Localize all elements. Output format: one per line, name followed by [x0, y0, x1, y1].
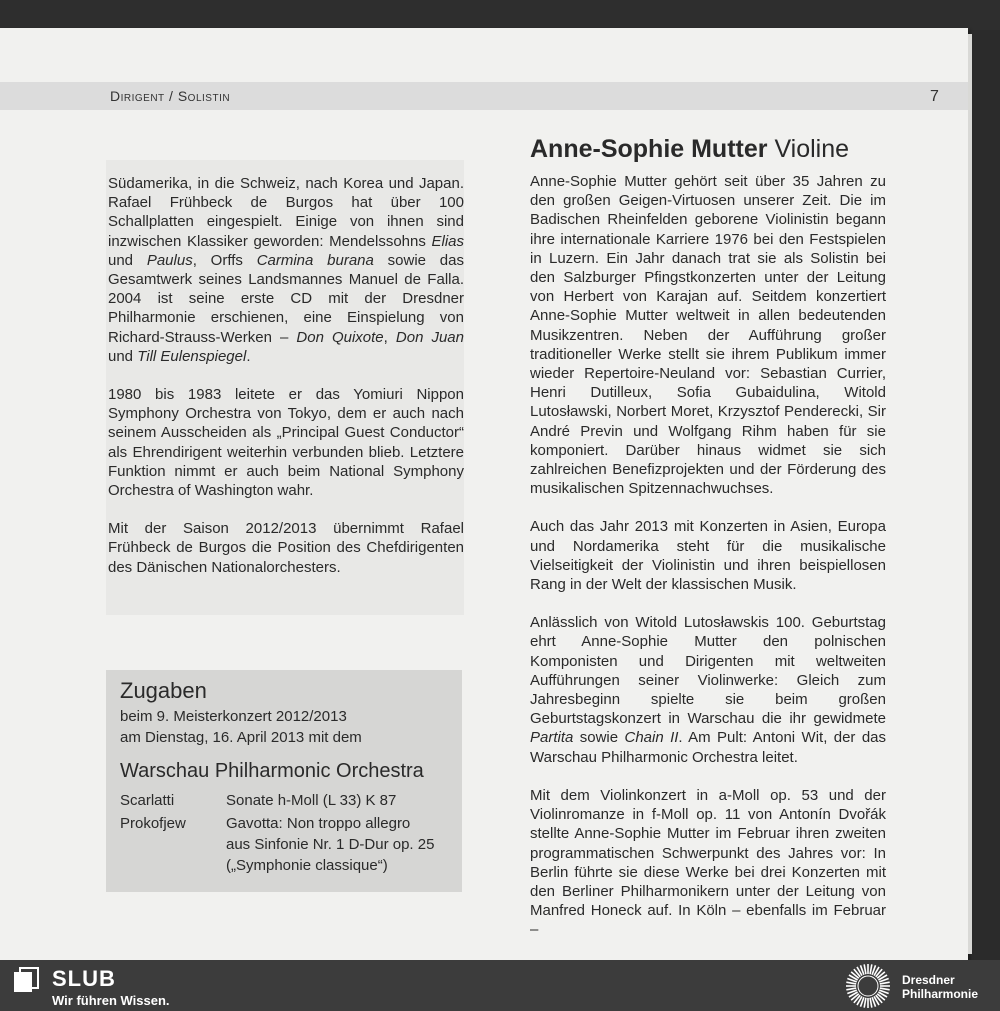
right-paragraphs: [530, 172, 886, 940]
left-paragraph: Südamerika, in die Schweiz, nach Korea und Japan. Rafael Frühbeck de Burgos hat über 100 Schallplatten eingespielt. Einige von ihnen sind inzwischen Klassiker geworden: Mendelssohns Elias und Paulus, Orffs Carmina burana sowie das Gesamtwerk seines Landsmannes Manuel de Falla. 2004 ist seine erste CD mit der Dresdner Philharmonie erschienen, eine Einspielung von Richard-Strauss-Werken – Don Quixote, Don Juan und Till Eulenspiegel.: [108, 175, 464, 365]
partner-name-line1: Dresdner: [902, 973, 955, 987]
program-row: [120, 790, 448, 811]
right-paragraph: Anne-Sophie Mutter gehört seit über 35 Jahren zu den großen Geigen-Virtuosen unserer Zeit. Die im Badischen Rheinfelden geborene Violinistin begann ihre internationale Karriere 1976 bei den Festspielen in Luzern. Ein Jahr danach trat sie als Solistin bei den Salzburger Pfingstkonzerten unter der Leitung von Herbert von Karajan auf. Seitdem konzertiert Anne-Sophie Mutter weltweit in allen bedeutenden Musikzentren. Neben der Aufführung großer traditioneller Werke stellt sie ihrem Publikum immer wieder Repertoire-Neuland vor: Sebastian Currier, Henri Dutilleux, Sofia Gubaidulina, Witold Lutosławski, Norbert Moret, Krzysztof Penderecki, Sir André Previn und Wolfgang Rihm haben für sie komponiert. Darüber hinaus widmet sie sich zahlreichen Benefizprojekten und der Förderung des musikalischen Spitzennachwuchses.: [530, 173, 886, 498]
program-work-line: („Symphonie classique“): [226, 857, 388, 874]
scan-background: [0, 0, 1000, 30]
encore-orchestra: Warschau Philharmonic Orchestra: [120, 760, 424, 782]
right-paragraph: Anlässlich von Witold Lutosławskis 100. Geburtstag ehrt Anne-Sophie Mutter den polnischen Komponisten und Dirigenten mit weltweiten Aufführungen seiner Violinwerke: Gleich zum Jahresbeginn spielte sie beim großen Geburtstagskonzert in Warschau die ihr gewidmete Partita sowie Chain II. Am Pult: Antoni Wit, der das Warschau Philharmonic Orchestra leitet.: [530, 614, 886, 766]
encore-box: [106, 670, 462, 892]
dresdner-philharmonie-logo-icon[interactable]: [842, 963, 894, 1009]
encore-occasion: beim 9. Meisterkonzert 2012/2013: [120, 708, 347, 725]
library-name[interactable]: SLUB: [52, 966, 116, 991]
program-work: [226, 790, 448, 811]
left-paragraph: Mit der Saison 2012/2013 übernimmt Rafael Frühbeck de Burgos die Position des Chefdirigenten des Dänischen Nationalorchesters.: [108, 520, 464, 576]
right-column: [530, 135, 886, 959]
left-column: [108, 174, 464, 596]
encore-program: [120, 790, 448, 876]
program-composer: Scarlatti: [120, 792, 175, 809]
partner-name[interactable]: [902, 973, 978, 1001]
left-paragraph: 1980 bis 1983 leitete er das Yomiuri Nippon Symphony Orchestra von Tokyo, dem er auch nach seinem Ausscheiden als „Principal Guest Conductor“ als Ehrendirigent weiterhin verbunden blieb. Letztere Funktion nimmt er auch beim National Symphony Orchestra of Washington wahr.: [108, 386, 464, 500]
italic-title: Don Quixote: [296, 328, 384, 346]
encore-title: Zugaben: [120, 678, 207, 703]
article-title: [530, 134, 886, 164]
library-tagline: Wir führen Wissen.: [52, 993, 170, 1008]
program-row: [120, 813, 448, 876]
soloist-name: Anne-Sophie Mutter: [530, 135, 768, 163]
soloist-instrument: Violine: [767, 135, 850, 163]
italic-title: Partita: [530, 729, 574, 747]
italic-title: Carmina burana: [256, 251, 374, 269]
slub-logo-icon[interactable]: [12, 966, 40, 994]
program-work-line: Sonate h-Moll (L 33) K 87: [226, 792, 397, 809]
encore-date: am Dienstag, 16. April 2013 mit dem: [120, 729, 362, 746]
running-header-section: Dirigent / Solistin: [110, 88, 231, 104]
italic-title: Don Juan: [395, 328, 464, 346]
italic-title: Paulus: [146, 251, 193, 269]
partner-name-line2: Philharmonie: [902, 987, 979, 1001]
page-edge: [968, 34, 972, 954]
program-work-line: Gavotta: Non troppo allegro: [226, 815, 411, 832]
right-paragraph: Mit dem Violinkonzert in a-Moll op. 53 und der Violinromanze in f-Moll op. 11 von Antonín Dvořák stellte Anne-Sophie Mutter im Februar ihren zweiten programmatischen Schwerpunkt des Jahres vor: In Berlin führte sie diese Werke bei drei Konzerten mit den Berliner Philharmonikern unter der Leitung von Manfred Honeck auf. In Köln – ebenfalls im Februar –: [530, 786, 886, 939]
program-work-line: aus Sinfonie Nr. 1 D-Dur op. 25: [226, 836, 435, 853]
page-number: 7: [930, 88, 939, 105]
program-work: [226, 813, 448, 876]
italic-title: Chain II: [624, 729, 679, 747]
italic-title: Till Eulenspiegel: [137, 347, 247, 365]
italic-title: Elias: [431, 232, 464, 250]
program-composer: Prokofjew: [120, 815, 186, 832]
right-paragraph: Auch das Jahr 2013 mit Konzerten in Asien, Europa und Nordamerika steht für die musikalische Vielseitigkeit der Violinistin und ihren beispiellosen Rang in der Welt der klassischen Musik.: [530, 518, 886, 594]
